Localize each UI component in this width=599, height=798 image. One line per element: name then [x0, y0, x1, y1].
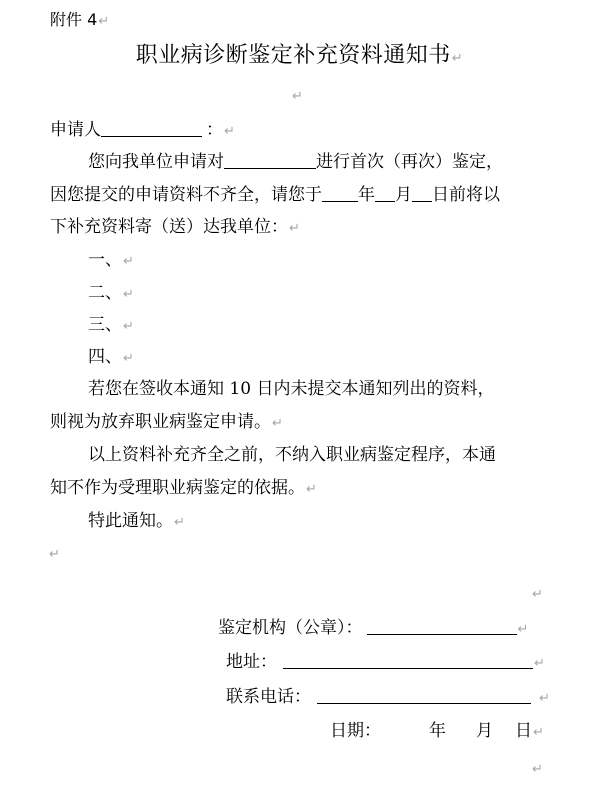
closing-line: 特此通知。↵: [88, 511, 185, 531]
paragraph-mark: ↵: [534, 656, 545, 671]
paragraph-mark: ↵: [451, 51, 464, 66]
deadline-year-blank: [322, 184, 358, 202]
para3-line1: 以上资料补充齐全之前，不纳入职业病鉴定程序，本通: [88, 445, 496, 465]
attachment-label: 附件 4↵: [50, 10, 110, 29]
para1-line3: 下补充资料寄（送）达我单位：↵: [50, 217, 300, 237]
date-line: 日期： 年 月 日↵: [330, 721, 544, 741]
paragraph-mark: ↵: [174, 515, 185, 530]
list-item: 二、↵: [88, 283, 134, 303]
paragraph-mark: ↵: [123, 319, 134, 334]
paragraph-mark: ↵: [539, 691, 550, 706]
list-item: 一、↵: [88, 250, 134, 270]
paragraph-mark: ↵: [98, 14, 110, 29]
deadline-day-blank: [412, 184, 432, 202]
address-blank: [283, 651, 533, 669]
paragraph-mark: ↵: [532, 587, 543, 602]
empty-paragraph: [48, 542, 60, 566]
para1-line2: 因您提交的申请资料不齐全，请您于 年 月 日前将以: [50, 185, 500, 205]
empty-paragraph: [531, 757, 543, 781]
document-title: 职业病诊断鉴定补充资料通知书↵: [135, 43, 464, 68]
paragraph-mark: ↵: [533, 725, 544, 740]
applicant-label: 申请人: [50, 120, 101, 140]
org-label: 鉴定机构（公章）：: [218, 618, 363, 638]
diagnosis-blank: [224, 151, 316, 169]
paragraph-mark: ↵: [123, 254, 134, 269]
paragraph-mark: ↵: [292, 89, 303, 104]
list-item: 四、↵: [88, 347, 134, 367]
list-item: 三、↵: [88, 315, 134, 335]
org-blank: [367, 617, 517, 635]
empty-paragraph: [291, 84, 303, 108]
applicant-line: [50, 119, 235, 143]
paragraph-mark: ↵: [123, 351, 134, 366]
applicant-blank: [101, 119, 202, 137]
phone-label: 联系电话：: [226, 687, 311, 707]
deadline-month-blank: [375, 184, 395, 202]
paragraph-mark: ↵: [272, 416, 283, 431]
date-label: 日期：: [330, 721, 381, 741]
address-label: 地址：: [226, 652, 277, 672]
paragraph-mark: ↵: [306, 482, 317, 497]
signature-org-line: [218, 617, 528, 641]
signature-address-line: [226, 651, 545, 675]
signature-phone-line: [226, 686, 550, 710]
paragraph-mark: ↵: [517, 622, 529, 637]
paragraph-mark: ↵: [224, 124, 235, 139]
para2-line2: 则视为放弃职业病鉴定申请。↵: [50, 412, 283, 432]
paragraph-mark: ↵: [532, 762, 543, 777]
para2-line1: 若您在签收本通知 10 日内未提交本通知列出的资料，: [88, 379, 495, 399]
empty-paragraph: [531, 582, 543, 606]
paragraph-mark: ↵: [289, 221, 300, 236]
paragraph-mark: ↵: [49, 547, 60, 562]
para1-line1: 您向我单位申请对 进行首次（再次）鉴定，: [88, 152, 503, 172]
applicant-colon: ：: [206, 120, 223, 140]
paragraph-mark: ↵: [123, 287, 134, 302]
phone-blank: [317, 686, 531, 704]
para3-line2: 知不作为受理职业病鉴定的依据。↵: [50, 478, 317, 498]
